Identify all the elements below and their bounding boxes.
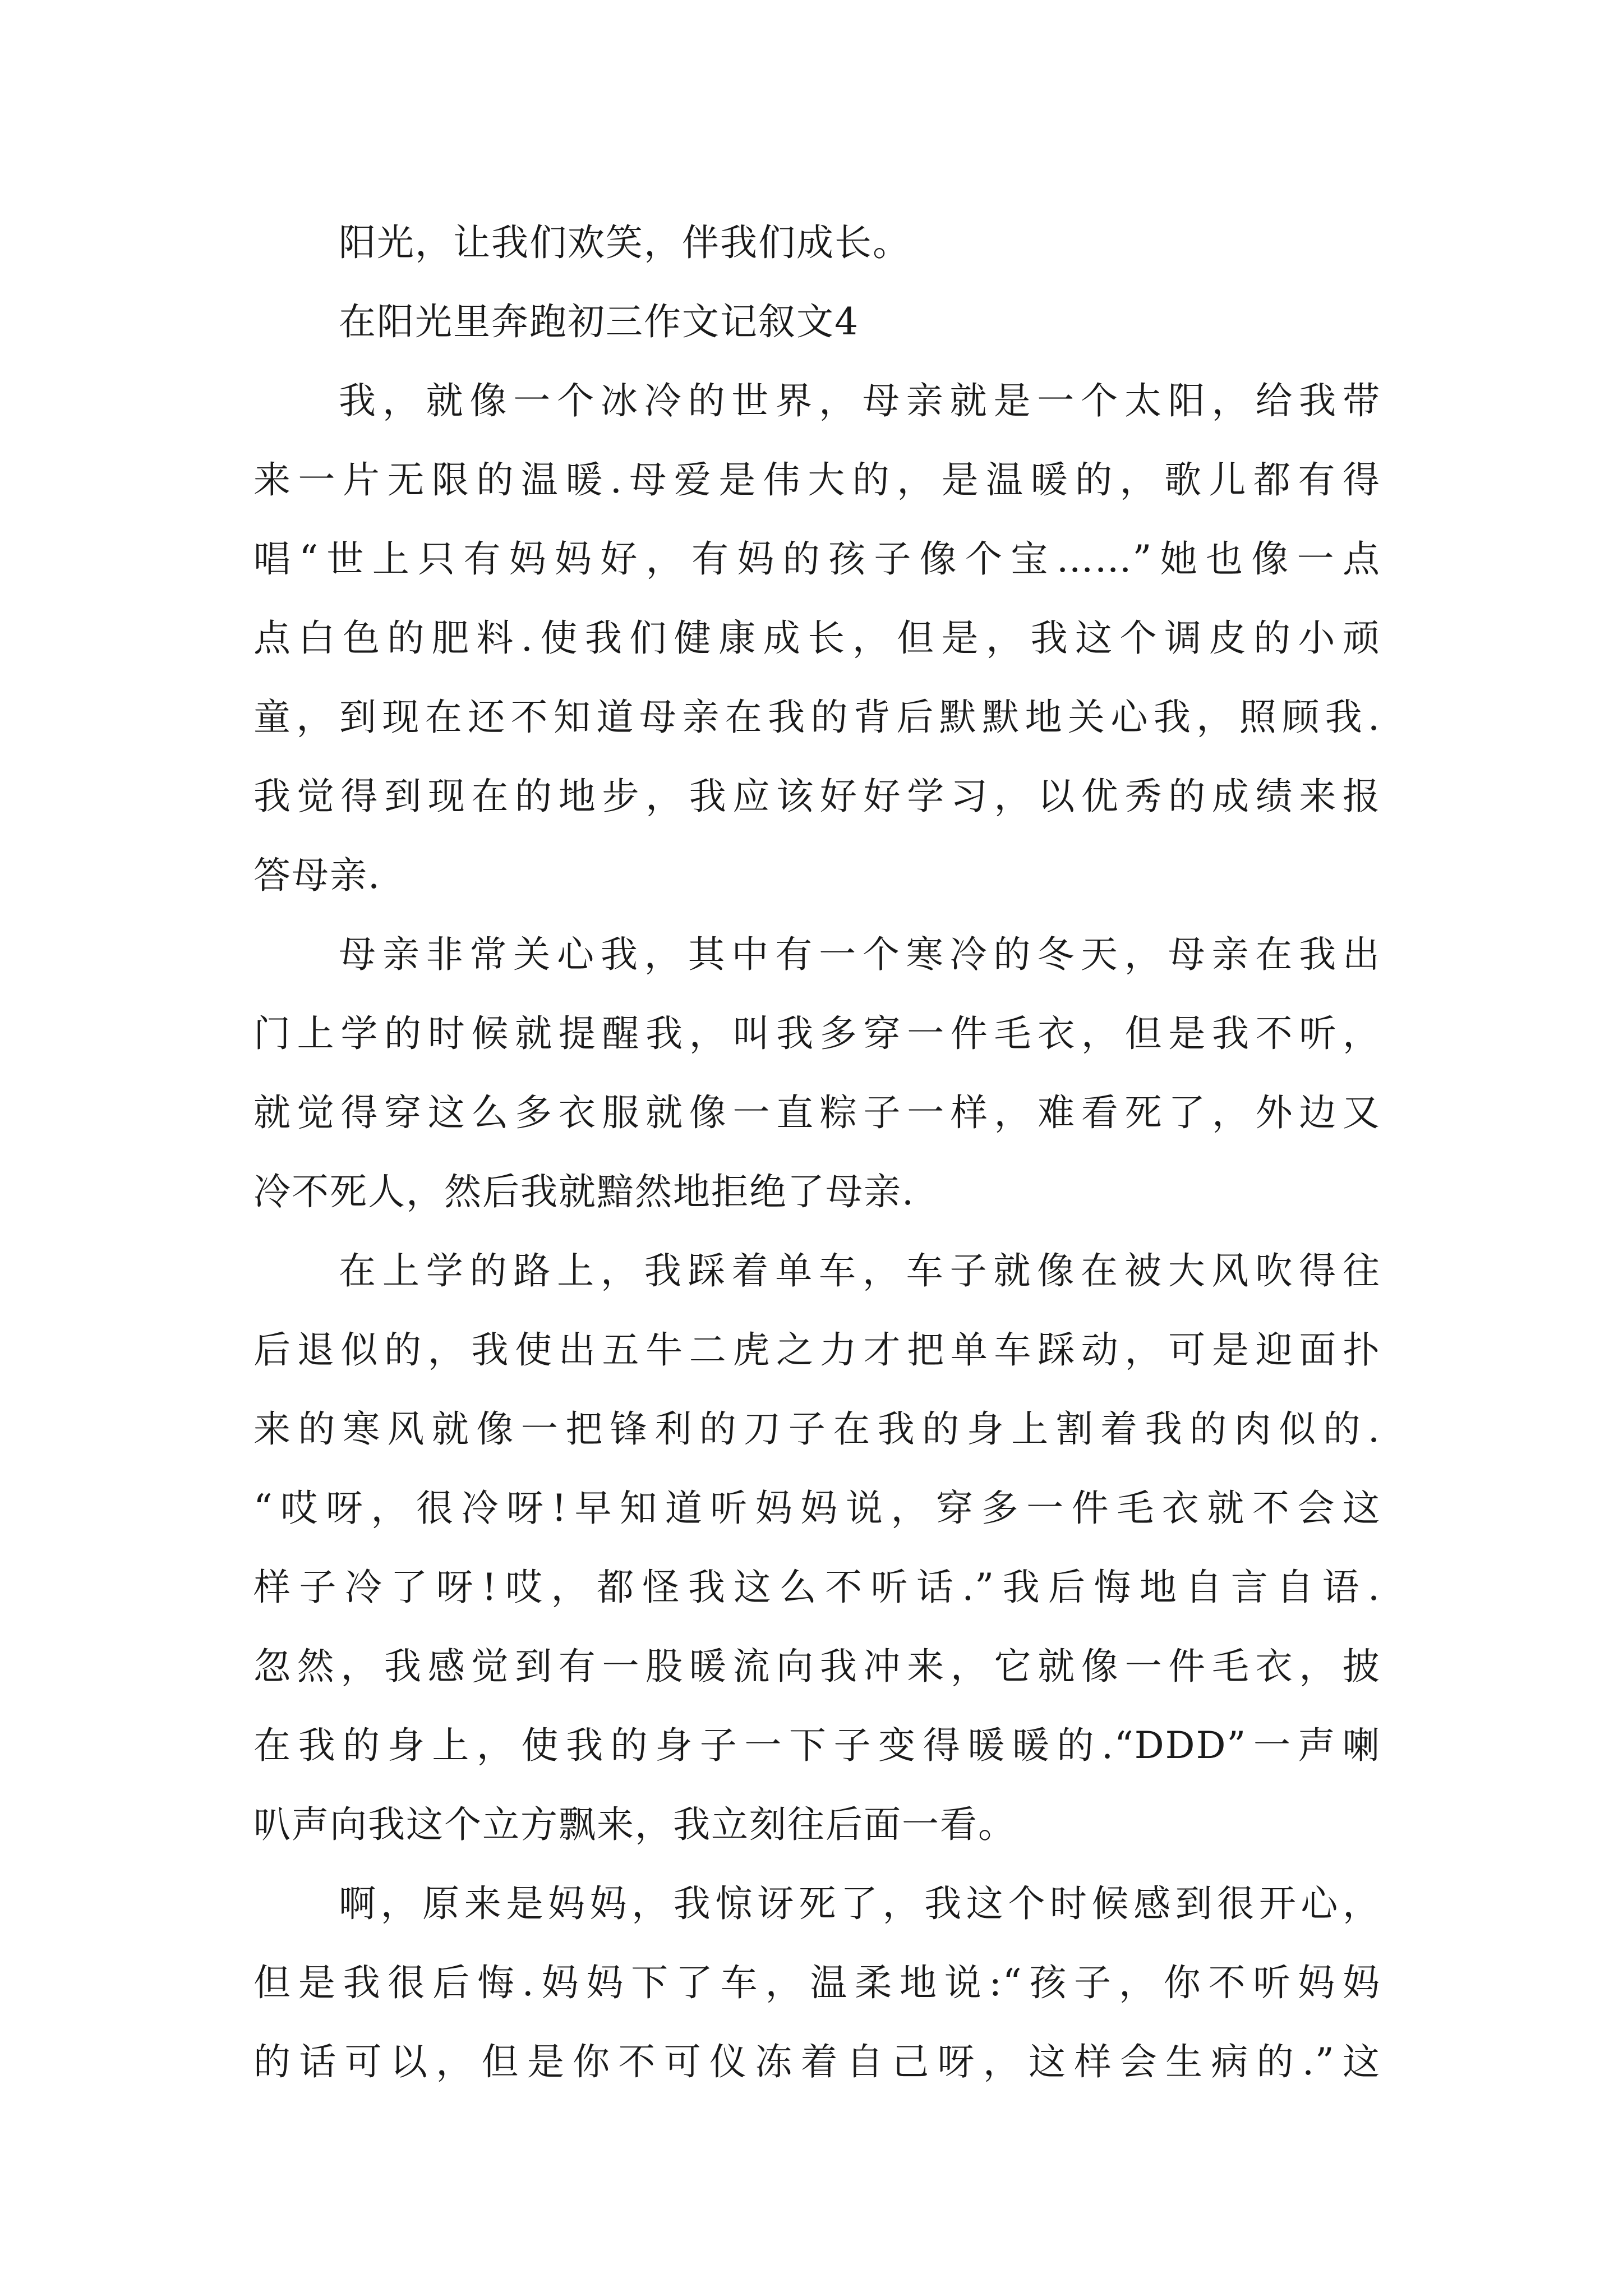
text-line: 答母亲. (253, 854, 381, 897)
text-line: 点白色的肥料.使我们健康成长，但是，我这个调皮的小顽 (253, 616, 1381, 660)
text-line: 在上学的路上，我踩着单车，车子就像在被大风吹得往 (339, 1249, 1381, 1292)
text-line: 唱“世上只有妈妈好，有妈的孩子像个宝……”她也像一点 (253, 537, 1381, 581)
text-line: 后退似的，我使出五牛二虎之力才把单车踩动，可是迎面扑 (253, 1328, 1381, 1372)
text-line: 在我的身上，使我的身子一下子变得暖暖的.“DDD”一声喇 (253, 1724, 1381, 1767)
text-line: 来的寒风就像一把锋利的刀子在我的身上割着我的肉似的. (253, 1407, 1381, 1451)
text-line: 门上学的时候就提醒我，叫我多穿一件毛衣，但是我不听， (253, 1012, 1381, 1055)
text-line: 样子冷了呀!哎，都怪我这么不听话.”我后悔地自言自语. (253, 1566, 1381, 1609)
text-line: 母亲非常关心我，其中有一个寒冷的冬天，母亲在我出 (339, 933, 1381, 976)
text-line: 就觉得穿这么多衣服就像一直粽子一样，难看死了，外边又 (253, 1091, 1381, 1134)
text-line: 叭声向我这个立方飘来，我立刻往后面一看。 (253, 1803, 1016, 1846)
essay-body (253, 203, 1381, 2101)
text-line: “哎呀，很冷呀!早知道听妈妈说，穿多一件毛衣就不会这 (253, 1487, 1381, 1530)
text-line: 我觉得到现在的地步，我应该好好学习，以优秀的成绩来报 (253, 775, 1381, 818)
text-line: 阳光，让我们欢笑，伴我们成长。 (339, 221, 911, 264)
text-line: 忽然，我感觉到有一股暖流向我冲来，它就像一件毛衣，披 (253, 1645, 1381, 1688)
text-line: 我，就像一个冰冷的世界，母亲就是一个太阳，给我带 (339, 379, 1381, 422)
text-line: 来一片无限的温暖.母爱是伟大的，是温暖的，歌儿都有得 (253, 458, 1381, 501)
text-line: 的话可以，但是你不可仪冻着自己呀，这样会生病的.”这 (253, 2040, 1381, 2083)
text-line: 冷不死人，然后我就黯然地拒绝了母亲. (253, 1170, 915, 1213)
text-line: 童，到现在还不知道母亲在我的背后默默地关心我，照顾我. (253, 696, 1381, 739)
text-line: 但是我很后悔.妈妈下了车，温柔地说:“孩子，你不听妈妈 (253, 1961, 1381, 2004)
text-line: 啊，原来是妈妈，我惊讶死了，我这个时候感到很开心， (339, 1882, 1381, 1925)
essay-title: 在阳光里奔跑初三作文记叙文4 (339, 300, 859, 343)
